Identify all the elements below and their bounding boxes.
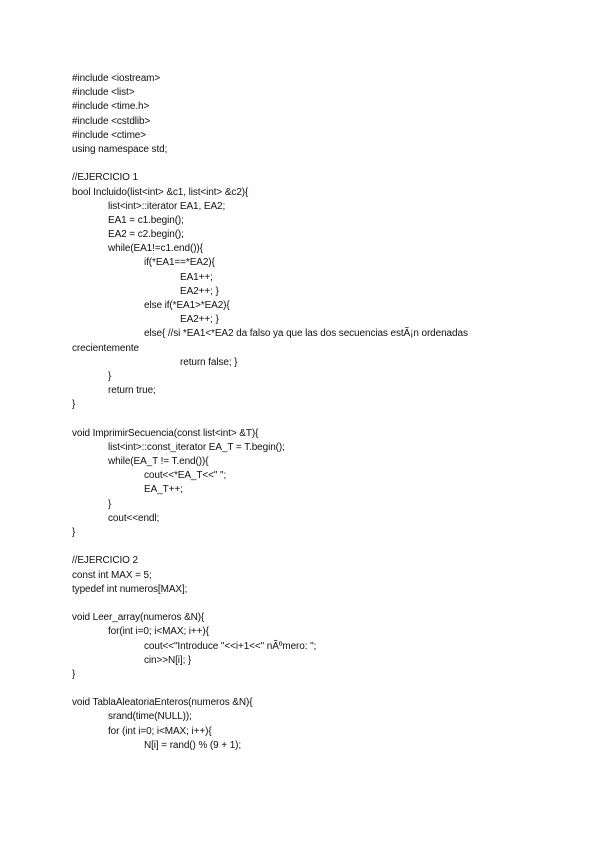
code-line: else{ //si *EA1<*EA2 da falso ya que las dos secuencias estÃ¡n ordenadas xyxy=(144,328,468,340)
code-line: cin>>N[i]; } xyxy=(144,654,192,666)
code-line: while(EA1!=c1.end()){ xyxy=(108,243,203,255)
code-line: EA2++; } xyxy=(180,285,219,297)
code-line: } xyxy=(72,527,76,538)
code-line: #include <list> xyxy=(72,87,135,99)
code-line: void TablaAleatoriaEnteros(numeros &N){ xyxy=(72,697,253,709)
code-line: cout<<*EA_T<<" "; xyxy=(144,470,227,482)
code-line: } xyxy=(72,399,76,411)
code-line: crecientemente xyxy=(72,342,139,354)
code-line: } xyxy=(72,668,76,680)
code-line: return true; xyxy=(108,385,156,397)
code-line: for (int i=0; i<MAX; i++){ xyxy=(108,725,212,737)
blank-line xyxy=(72,540,592,554)
code-line: cout<<"Introduce "<<i+1<<" nÃºmero: "; xyxy=(144,640,317,652)
code-line: cout<<endl; xyxy=(108,512,160,524)
code-line: else if(*EA1>*EA2){ xyxy=(144,300,230,311)
blank-line xyxy=(72,682,592,696)
code-line: //EJERCICIO 1 xyxy=(72,172,138,184)
code-line: bool Incluido(list<int> &c1, list<int> &c2){ xyxy=(72,186,249,198)
code-line: while(EA_T != T.end()){ xyxy=(108,456,209,468)
code-line: return false; } xyxy=(180,356,238,368)
code-line: list<int>::iterator EA1, EA2; xyxy=(108,200,226,212)
blank-line xyxy=(72,413,592,427)
code-line: #include <ctime> xyxy=(72,129,147,141)
code-line: EA_T++; xyxy=(144,484,183,496)
code-line: #include <cstdlib> xyxy=(72,115,151,127)
code-line: list<int>::const_iterator EA_T = T.begin(); xyxy=(108,441,285,453)
code-line: using namespace std; xyxy=(72,143,168,155)
code-line: } xyxy=(108,370,112,382)
code-line: srand(time(NULL)); xyxy=(108,711,192,723)
code-line: N[i] = rand() % (9 + 1); xyxy=(144,739,242,751)
code-line: } xyxy=(108,498,112,510)
blank-line xyxy=(72,157,592,171)
code-line: EA2++; } xyxy=(180,314,219,326)
code-line: if(*EA1==*EA2){ xyxy=(144,257,215,269)
code-line: #include <time.h> xyxy=(72,101,150,113)
code-line: void Leer_array(numeros &N){ xyxy=(72,612,205,624)
code-line: typedef int numeros[MAX]; xyxy=(72,583,188,595)
code-line: for(int i=0; i<MAX; i++){ xyxy=(108,626,209,638)
blank-line xyxy=(72,597,592,611)
code-line: EA1 = c1.begin(); xyxy=(108,214,184,226)
code-line: //EJERCICIO 2 xyxy=(72,555,138,567)
code-line: EA1++; xyxy=(180,271,213,283)
code-listing xyxy=(72,72,592,753)
code-line: #include <iostream> xyxy=(72,73,161,84)
code-line: const int MAX = 5; xyxy=(72,569,152,581)
code-line: EA2 = c2.begin(); xyxy=(108,229,184,241)
code-line: void ImprimirSecuencia(const list<int> &T){ xyxy=(72,427,259,439)
